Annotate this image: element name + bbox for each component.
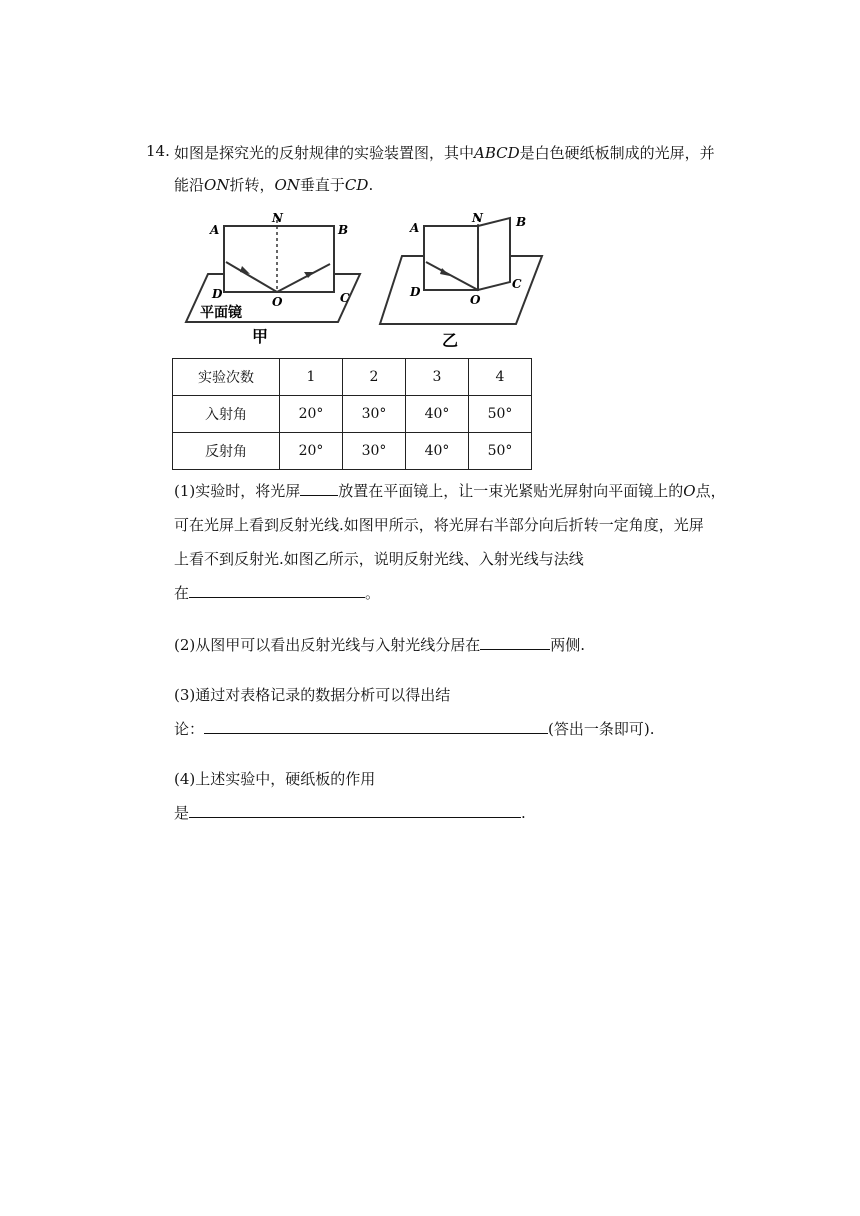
label-N: N (472, 211, 483, 225)
figure-yi (380, 211, 542, 350)
part-text: . (521, 804, 526, 822)
stem-text: 折转， (229, 176, 275, 194)
label-A: A (210, 223, 220, 237)
part-text: 放置在平面镜上，让一束光紧贴光屏射向平面镜上的 (338, 482, 684, 500)
question-stem-line1 (174, 142, 715, 163)
caption-yi: 乙 (442, 331, 459, 350)
label-B: B (516, 215, 527, 229)
label-N: N (272, 211, 283, 225)
part2-line (174, 634, 585, 655)
table-row (173, 396, 532, 433)
part-text: 两侧. (550, 636, 586, 654)
caption-jia: 甲 (252, 327, 269, 346)
part-text: 论： (174, 720, 205, 738)
part4-line2 (174, 802, 526, 823)
part4-line1: (4)上述实验中，硬纸板的作用 (174, 770, 376, 788)
table-cell: 4 (469, 359, 532, 396)
table-cell: 入射角 (173, 396, 280, 433)
stem-variable: ON (274, 176, 300, 194)
part1-line3: 上看不到反射光.如图乙所示，说明反射光线、入射光线与法线 (174, 550, 584, 568)
label-C: C (512, 277, 522, 291)
table-cell: 反射角 (173, 433, 280, 470)
table-header-row (173, 359, 532, 396)
part1-line1 (174, 480, 726, 501)
data-table (172, 358, 532, 470)
paper-screen-left (424, 226, 478, 290)
label-C: C (340, 291, 350, 305)
table-cell: 30° (343, 433, 406, 470)
label-B: B (338, 223, 349, 237)
stem-text: 如图是探究光的反射规律的实验装置图，其中 (174, 144, 475, 162)
answer-blank[interactable] (300, 481, 338, 496)
apparatus-figure (180, 206, 550, 352)
table-cell: 20° (280, 433, 343, 470)
question-stem-line2 (174, 174, 373, 195)
stem-text: 是白色硬纸板制成的光屏，并 (519, 144, 715, 162)
label-O: O (272, 295, 283, 309)
part-text: (1)实验时，将光屏 (174, 482, 301, 500)
part-variable: O (683, 482, 696, 500)
table-row (173, 433, 532, 470)
table-cell: 40° (406, 433, 469, 470)
stem-text: 垂直于 (299, 176, 345, 194)
paper-screen (224, 226, 334, 292)
table-cell: 实验次数 (173, 359, 280, 396)
question-number: 14. (146, 142, 170, 160)
label-D: D (410, 285, 421, 299)
table-cell: 50° (469, 396, 532, 433)
part3-line1: (3)通过对表格记录的数据分析可以得出结 (174, 686, 451, 704)
table-cell: 2 (343, 359, 406, 396)
table-cell: 3 (406, 359, 469, 396)
part-text: 。 (365, 584, 381, 602)
part-text: (2)从图甲可以看出反射光线与入射光线分居在 (174, 636, 481, 654)
part-text: 是 (174, 804, 190, 822)
stem-text: 能沿 (174, 176, 205, 194)
part1-line2: 可在光屏上看到反射光线.如图甲所示，将光屏右半部分向后折转一定角度，光屏 (174, 516, 704, 534)
label-O: O (470, 293, 481, 307)
label-D: D (212, 287, 223, 301)
answer-blank[interactable] (480, 635, 550, 650)
table-cell: 50° (469, 433, 532, 470)
mirror-label: 平面镜 (200, 305, 242, 321)
answer-blank[interactable] (204, 719, 548, 734)
stem-variable: CD (344, 176, 369, 194)
paper-screen-right (478, 218, 510, 290)
figure-jia (186, 211, 360, 346)
stem-text: . (368, 176, 374, 194)
table-cell: 40° (406, 396, 469, 433)
stem-variable: ON (204, 176, 230, 194)
part-text: (答出一条即可). (548, 720, 655, 738)
table-cell: 1 (280, 359, 343, 396)
part3-line2 (174, 718, 655, 739)
part-text: 在 (174, 584, 190, 602)
table-cell: 20° (280, 396, 343, 433)
answer-blank[interactable] (189, 803, 521, 818)
table-cell: 30° (343, 396, 406, 433)
part-text: 点， (695, 482, 726, 500)
answer-blank[interactable] (189, 583, 365, 598)
stem-variable: ABCD (474, 144, 520, 162)
part1-line4 (174, 582, 380, 603)
label-A: A (410, 221, 420, 235)
